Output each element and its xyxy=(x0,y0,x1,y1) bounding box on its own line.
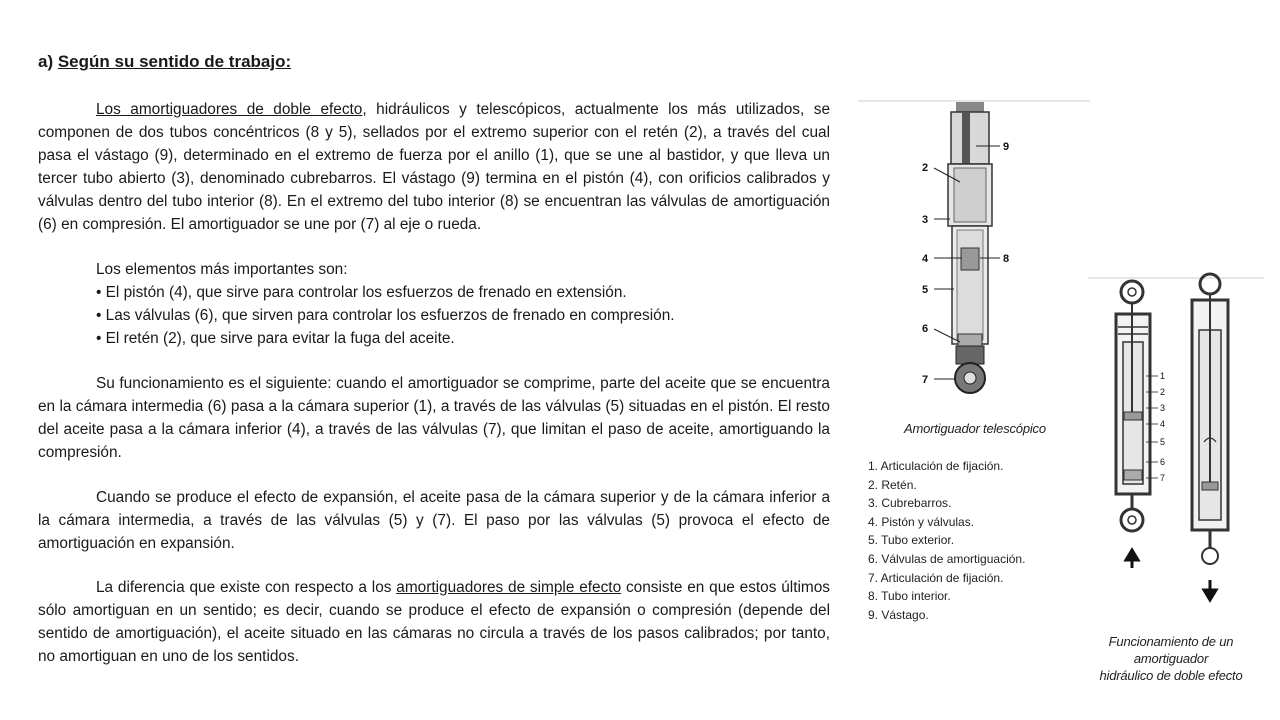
fig1-label-9: 9 xyxy=(1003,141,1010,153)
fig2-label-6: 6 xyxy=(1160,457,1166,467)
paragraph-doble-efecto xyxy=(38,98,830,236)
list-item: • Las válvulas (6), que sirven para controlar los esfuerzos de frenado en compresión. xyxy=(96,307,675,324)
figure2-caption xyxy=(1080,633,1262,684)
fig1-label-3: 3 xyxy=(922,214,929,226)
term-simple-efecto: amortiguadores de simple efecto xyxy=(396,579,622,596)
shock-compression xyxy=(1116,281,1150,531)
fig2-label-5: 5 xyxy=(1160,437,1166,447)
legend-item: 9. Vástago. xyxy=(868,607,929,622)
figure1-caption: Amortiguador telescópico xyxy=(904,421,1046,436)
legend-item: 5. Tubo exterior. xyxy=(868,533,955,548)
paragraph-simple-efecto xyxy=(38,576,830,668)
heading-prefix: a) xyxy=(38,52,58,71)
fig1-label-5: 5 xyxy=(922,284,929,296)
fig1-label-2: 2 xyxy=(922,162,929,174)
legend-item: 1. Articulación de fijación. xyxy=(868,459,1004,473)
legend-item: 2. Retén. xyxy=(868,477,917,492)
legend-item: 6. Válvulas de amortiguación. xyxy=(868,551,1026,566)
paragraph-funcionamiento: Su funcionamiento es el siguiente: cuando el amortiguador se comprime, parte del aceite que se encuentra en la cámara intermedia (6) pasa a la cámara superior (1), a través de las válvulas (5) situadas en el pistón. El resto del aceite pasa a la cámara inferior (4), a través de las válvulas (7), que limitan el paso de aceite, amortiguando la compresión. xyxy=(38,375,830,461)
paragraph-5-pre: La diferencia que existe con respecto a los xyxy=(96,579,397,596)
heading-title: Según su sentido de trabajo: xyxy=(57,52,292,71)
paragraph-5-post: consiste en que estos últimos sólo amortiguan en un sentido; es decir, cuando se produce el efecto de expansión o compresión (depende del sentido de amortiguación), el aceite situado en las cámaras no circula a través de los pasos calibrados; por tanto, no amortiguan en uno de los sentidos. xyxy=(38,579,830,665)
section-heading xyxy=(38,52,291,72)
list-item: • El retén (2), que sirve para evitar la fuga del aceite. xyxy=(96,330,455,347)
legend-item: 3. Cubrebarros. xyxy=(868,496,952,511)
paragraph-1-text: , hidráulicos y telescópicos, actualmente los más utilizados, se componen de dos tubos concéntricos (8 y 5), sellados por el extremo superior con el retén (2), a través del cual pasa el vástago (9), determinado en el extremo de fuerza por el anillo (1), que se une al bastidor, y que lleva un tercer tubo abierto (3), denominado cubrebarros. El vástago (9) termina en el pistón (4), con orificios calibrados y válvulas dentro del tubo interior (8). En el extremo del tubo interior (8) se encuentran las válvulas de amortiguación (6) en compresión. El amortiguador se une por (7) al eje o rueda. xyxy=(38,101,830,233)
elements-list xyxy=(96,258,796,350)
telescopic-shock-illustration xyxy=(858,98,1090,410)
legend-item: 7. Articulación de fijación. xyxy=(868,570,1004,585)
shock-extension xyxy=(1192,274,1228,564)
fig2-label-4: 4 xyxy=(1160,419,1166,429)
fig2-label-3: 3 xyxy=(1160,403,1166,413)
term-doble-efecto: Los amortiguadores de doble efecto xyxy=(96,101,363,118)
figure2-caption-line1: Funcionamiento de un amortiguador xyxy=(1108,634,1234,666)
figure2-caption-line2: hidráulico de doble efecto xyxy=(1099,668,1243,683)
double-acting-shock-diagram xyxy=(1088,272,1264,612)
arrow-up-icon xyxy=(1126,550,1138,568)
paragraph-expansion: Cuando se produce el efecto de expansión, el aceite pasa de la cámara superior y de la cámara inferior a la cámara intermedia, a través de las válvulas (5) y (7). El paso por las válvulas (5) provoca el efecto de amortiguación en expansión. xyxy=(38,489,830,552)
fig1-label-6: 6 xyxy=(922,323,929,335)
arrow-down-icon xyxy=(1204,580,1216,600)
fig1-label-7: 7 xyxy=(922,374,929,386)
fig1-label-8: 8 xyxy=(1003,253,1010,265)
fig1-label-4: 4 xyxy=(922,253,929,265)
figure1-legend xyxy=(868,457,1025,624)
elements-intro: Los elementos más importantes son: xyxy=(96,261,348,278)
list-item: • El pistón (4), que sirve para controlar los esfuerzos de frenado en extensión. xyxy=(96,284,627,301)
fig2-label-2: 2 xyxy=(1160,387,1166,397)
fig2-label-7: 7 xyxy=(1160,473,1166,483)
legend-item: 8. Tubo interior. xyxy=(868,589,951,604)
legend-item: 4. Pistón y válvulas. xyxy=(868,514,975,529)
fig2-label-1: 1 xyxy=(1160,371,1166,381)
